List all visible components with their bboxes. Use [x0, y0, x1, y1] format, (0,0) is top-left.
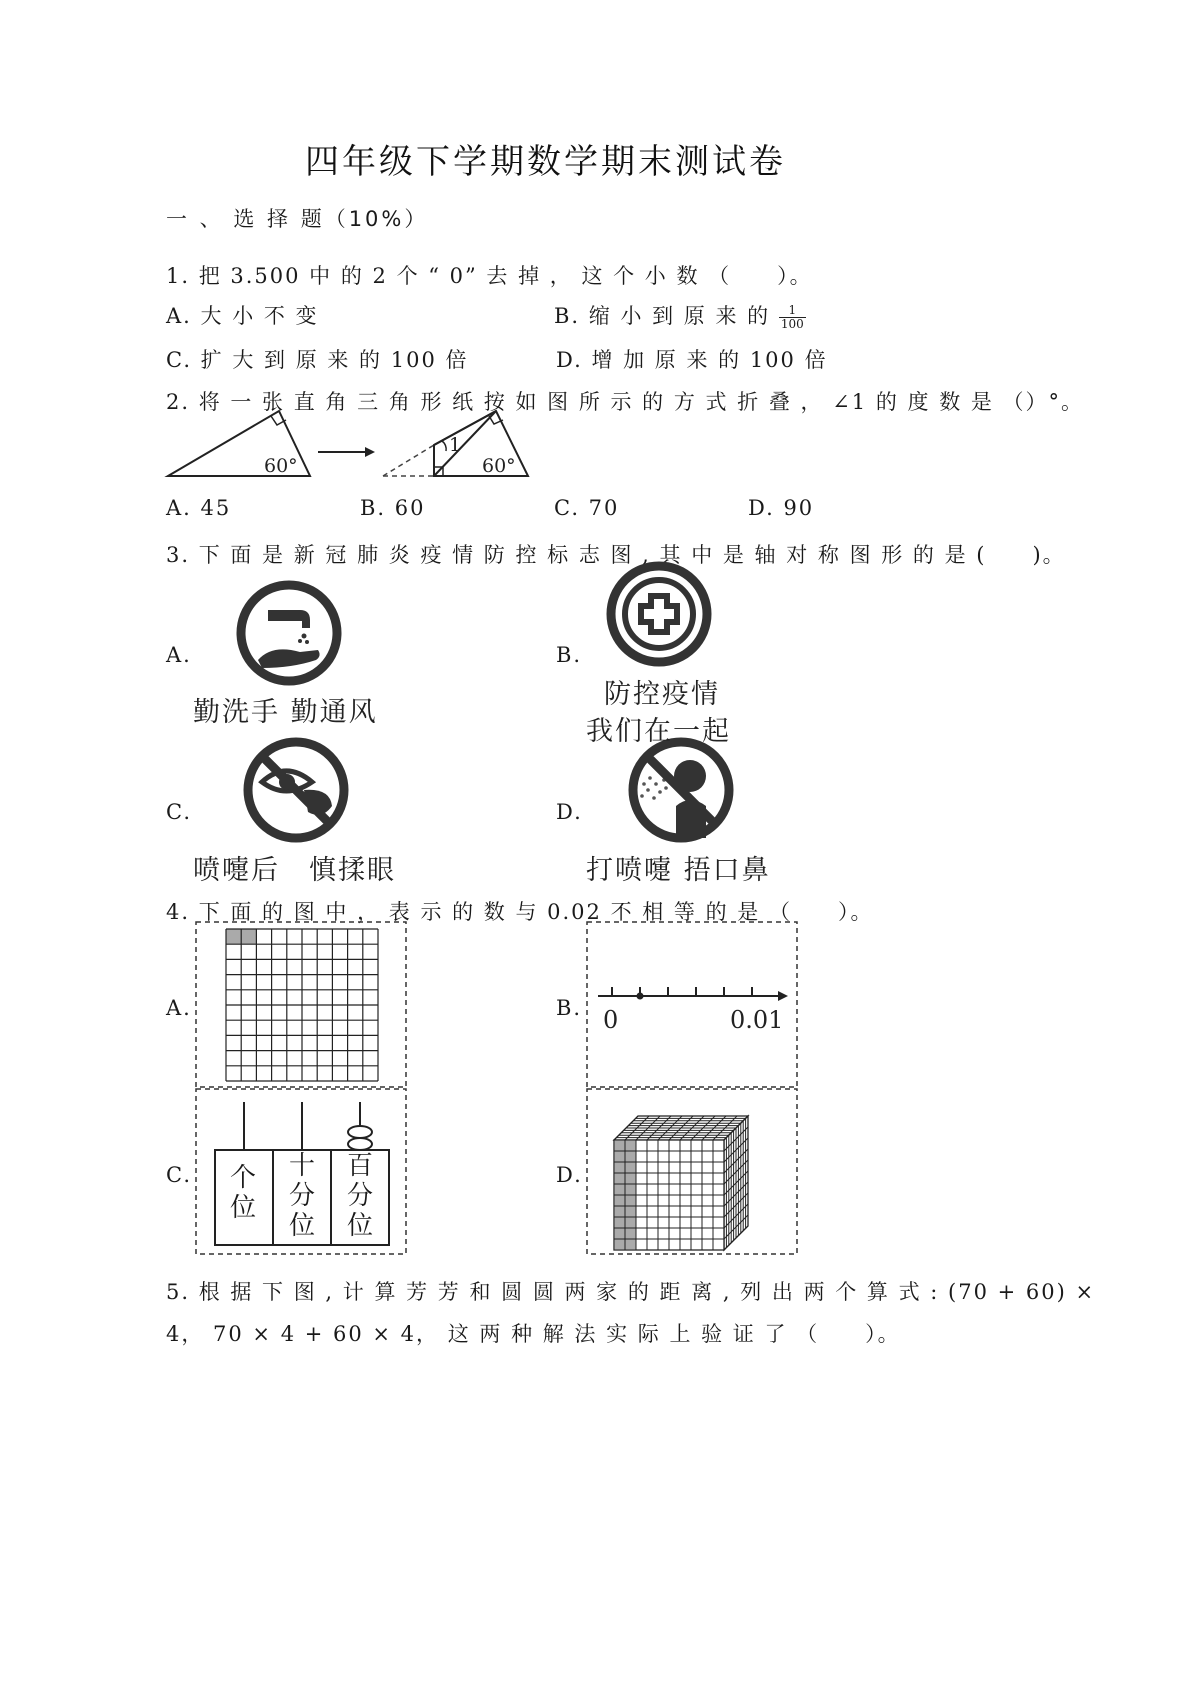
abacus-tenths-label: 十分位	[288, 1151, 315, 1241]
question-2-stem: 2. 将 一 张 直 角 三 角 形 纸 按 如 图 所 示 的 方 式 折 叠 ， ∠1 的 度 数 是 （）°。	[166, 390, 1085, 414]
number-line	[598, 987, 788, 1034]
number-line-end-label: 0.01	[730, 1006, 784, 1034]
question-3-option-a: A.	[166, 643, 192, 667]
hundred-grid	[226, 929, 378, 1081]
figure-frame-b	[587, 922, 797, 1087]
question-4-option-a: A.	[166, 996, 192, 1020]
abacus-hundredths-label: 百分位	[346, 1151, 373, 1241]
section-heading: 一 、 选 择 题（10%）	[166, 207, 429, 231]
question-5-line-1: 5. 根 据 下 图 , 计 算 芳 芳 和 圆 圆 两 家 的 距 离 , 列 出 两 个 算 式 : (70 + 60) ×	[166, 1280, 1096, 1304]
fraction-denominator: 100	[780, 317, 804, 331]
question-3-option-b: B.	[556, 643, 583, 667]
sign-d-caption: 打喷嚏 捂口鼻	[586, 855, 771, 886]
sign-b-caption-2: 我们在一起	[586, 716, 731, 747]
question-4-option-b: B.	[556, 996, 583, 1020]
question-1-option-b: B. 缩 小 到 原 来 的 $\frac{1}{100}$	[554, 303, 804, 331]
question-5-line-2: 4， 70 × 4 + 60 × 4， 这 两 种 解 法 实 际 上 验 证 了 （ ）。	[166, 1322, 901, 1346]
question-3-option-d: D.	[556, 800, 583, 824]
question-2-option-b: B. 60	[360, 496, 426, 520]
fraction-numerator: 1	[779, 304, 806, 318]
number-line-start-label: 0	[603, 1006, 619, 1034]
question-4-stem: 4. 下 面 的 图 中 ， 表 示 的 数 与 0.02 不 相 等 的 是 （ ）。	[166, 900, 874, 924]
angle-label-right: 60°	[482, 455, 516, 477]
question-2-option-c: C. 70	[554, 496, 620, 520]
abacus-ones-label: 个位	[229, 1163, 256, 1223]
question-3-stem: 3. 下 面 是 新 冠 肺 炎 疫 情 防 控 标 志 图 , 其 中 是 轴 对 称 图 形 的 是 ( )。	[166, 543, 1066, 567]
question-1-option-d: D. 增 加 原 来 的 100 倍	[556, 348, 828, 372]
page-title: 四年级下学期数学期末测试卷	[305, 142, 786, 182]
question-2-option-a: A. 45	[166, 496, 232, 520]
shaded-cell	[226, 929, 241, 944]
question-1-stem: 1. 把 3.500 中 的 2 个 “ 0” 去 掉 ， 这 个 小 数 （ ）。	[166, 264, 813, 288]
question-1-option-c: C. 扩 大 到 原 来 的 100 倍	[166, 348, 469, 372]
question-4-option-c: C.	[166, 1163, 192, 1187]
shaded-cell	[241, 929, 256, 944]
sign-c-caption: 喷嚏后 慎揉眼	[193, 855, 396, 886]
question-4-option-d: D.	[556, 1163, 583, 1187]
sign-b-caption-1: 防控疫情	[604, 679, 720, 710]
thousand-cube	[614, 1116, 748, 1250]
question-2-option-d: D. 90	[748, 496, 815, 520]
question-1-option-a: A. 大 小 不 变	[166, 304, 319, 328]
sign-a-caption: 勤洗手 勤通风	[193, 697, 378, 728]
angle-label-left: 60°	[264, 455, 298, 477]
angle-mark-1: 1	[449, 434, 462, 456]
question-3-option-c: C.	[166, 800, 192, 824]
